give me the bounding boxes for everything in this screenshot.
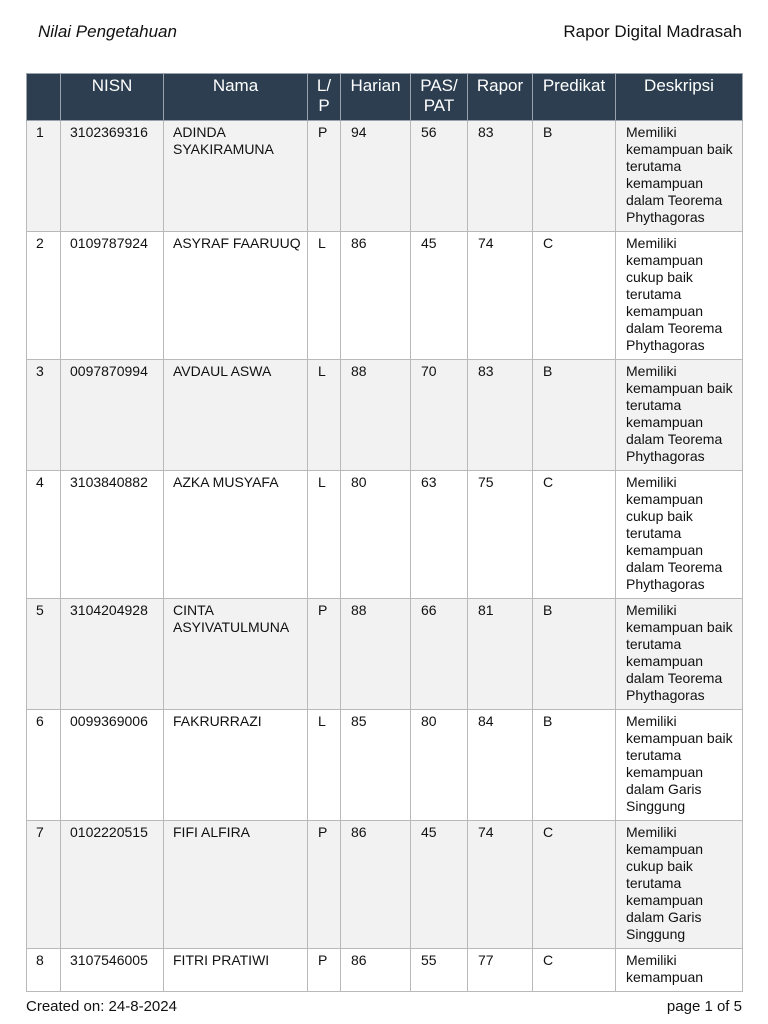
cell-lp: L [308,232,341,360]
table-row [27,232,743,360]
page-header [38,22,742,42]
cell-nisn: 0102220515 [61,821,164,949]
cell-harian: 86 [341,821,411,949]
cell-rapor: 74 [468,232,533,360]
cell-nama: FIFI ALFIRA [164,821,308,949]
cell-lp: P [308,121,341,232]
cell-harian: 94 [341,121,411,232]
cell-harian: 86 [341,232,411,360]
grades-table [26,73,743,992]
cell-pas-pat: 66 [411,599,468,710]
col-header-rapor: Rapor [468,74,533,121]
cell-no: 5 [27,599,61,710]
page-number: page 1 of 5 [666,998,742,1015]
cell-predikat: B [533,121,616,232]
cell-deskripsi: Memiliki kemampuan baik terutama kemampuan dalam Teorema Phythagoras [616,121,743,232]
cell-deskripsi: Memiliki kemampuan cukup baik terutama kemampuan dalam Teorema Phythagoras [616,232,743,360]
cell-deskripsi: Memiliki kemampuan baik terutama kemampuan dalam Garis Singgung [616,710,743,821]
cell-rapor: 83 [468,360,533,471]
cell-lp: P [308,949,341,992]
cell-pas-pat: 63 [411,471,468,599]
col-header-predikat: Predikat [533,74,616,121]
table-row [27,471,743,599]
cell-no: 7 [27,821,61,949]
page-footer [26,998,742,1015]
cell-pas-pat: 45 [411,821,468,949]
table-row [27,949,743,992]
cell-deskripsi: Memiliki kemampuan baik terutama kemampuan dalam Teorema Phythagoras [616,599,743,710]
cell-lp: L [308,471,341,599]
col-header-pas-pat: PAS/ PAT [411,74,468,121]
cell-deskripsi: Memiliki kemampuan cukup baik terutama kemampuan dalam Teorema Phythagoras [616,471,743,599]
cell-no: 2 [27,232,61,360]
cell-harian: 80 [341,471,411,599]
cell-nisn: 3107546005 [61,949,164,992]
cell-nisn: 3103840882 [61,471,164,599]
cell-no: 1 [27,121,61,232]
cell-harian: 88 [341,360,411,471]
col-header-lp: L/ P [308,74,341,121]
created-date: Created on: 24-8-2024 [26,998,177,1015]
table-body [27,121,743,992]
cell-rapor: 83 [468,121,533,232]
cell-pas-pat: 55 [411,949,468,992]
cell-predikat: B [533,710,616,821]
cell-nama: CINTA ASYIVATULMUNA [164,599,308,710]
col-header-deskripsi: Deskripsi [616,74,743,121]
cell-pas-pat: 45 [411,232,468,360]
cell-deskripsi: Memiliki kemampuan cukup baik terutama kemampuan dalam Garis Singgung [616,821,743,949]
cell-pas-pat: 80 [411,710,468,821]
table-row [27,710,743,821]
cell-predikat: C [533,949,616,992]
table-row [27,360,743,471]
cell-nama: FITRI PRATIWI [164,949,308,992]
cell-harian: 88 [341,599,411,710]
col-header-no [27,74,61,121]
cell-no: 6 [27,710,61,821]
col-header-harian: Harian [341,74,411,121]
cell-no: 4 [27,471,61,599]
cell-nisn: 3104204928 [61,599,164,710]
cell-predikat: B [533,360,616,471]
col-header-nama: Nama [164,74,308,121]
cell-rapor: 84 [468,710,533,821]
cell-nama: ADINDA SYAKIRAMUNA [164,121,308,232]
report-subtitle: Nilai Pengetahuan [38,22,177,41]
cell-nisn: 0109787924 [61,232,164,360]
cell-nama: ASYRAF FAARUUQ [164,232,308,360]
cell-nama: AVDAUL ASWA [164,360,308,471]
table-row [27,821,743,949]
cell-rapor: 81 [468,599,533,710]
cell-predikat: B [533,599,616,710]
cell-predikat: C [533,821,616,949]
table-header-row [27,74,743,121]
cell-nisn: 0099369006 [61,710,164,821]
cell-pas-pat: 70 [411,360,468,471]
cell-predikat: C [533,232,616,360]
cell-no: 8 [27,949,61,992]
cell-pas-pat: 56 [411,121,468,232]
col-header-nisn: NISN [61,74,164,121]
table-row [27,599,743,710]
cell-lp: L [308,360,341,471]
cell-predikat: C [533,471,616,599]
cell-rapor: 75 [468,471,533,599]
cell-lp: P [308,599,341,710]
report-title: Rapor Digital Madrasah [563,22,742,41]
cell-deskripsi: Memiliki kemampuan [616,949,743,992]
table-row [27,121,743,232]
cell-nama: AZKA MUSYAFA [164,471,308,599]
cell-deskripsi: Memiliki kemampuan baik terutama kemampuan dalam Teorema Phythagoras [616,360,743,471]
cell-harian: 86 [341,949,411,992]
cell-no: 3 [27,360,61,471]
cell-nisn: 3102369316 [61,121,164,232]
cell-nisn: 0097870994 [61,360,164,471]
cell-harian: 85 [341,710,411,821]
cell-nama: FAKRURRAZI [164,710,308,821]
cell-lp: P [308,821,341,949]
cell-rapor: 74 [468,821,533,949]
cell-rapor: 77 [468,949,533,992]
cell-lp: L [308,710,341,821]
